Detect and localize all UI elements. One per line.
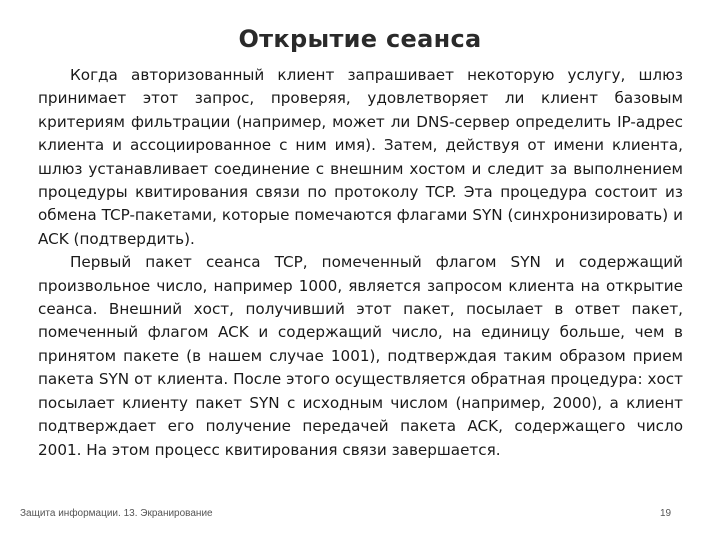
footer-caption: Защита информации. 13. Экранирование xyxy=(20,508,213,519)
page-number: 19 xyxy=(660,508,672,519)
paragraph-2: Первый пакет сеанса TCP, помеченный флагом SYN и содержащий произвольное число, например 1000, является запросом клиента на открытие сеанса. Внешний хост, получивший этот пакет, посылает в ответ пакет, помеченный флагом ACK и содержащий число, на единицу больше, чем в принятом пакете (в нашем случае 1001), подтверждая таким образом прием пакета SYN от клиента. После этого осуществляется обратная процедура: хост посылает клиенту пакет SYN с исходным числом (например, 2000), а клиент подтверждает его получение передачей пакета ACK, содержащего число 2001. На этом процесс квитирования связи завершается. xyxy=(38,253,683,459)
slide-body xyxy=(38,64,683,462)
paragraph-1: Когда авторизованный клиент запрашивает некоторую услугу, шлюз принимает этот запрос, проверяя, удовлетворяет ли клиент базовым критериям фильтрации (например, может ли DNS-сервер определить IP-адрес клиента и ассоциированное с ним имя). Затем, действуя от имени клиента, шлюз устанавливает соединение с внешним хостом и следит за выполнением процедуры квитирования связи по протоколу TCP. Эта процедура состоит из обмена TCP-пакетами, которые помечаются флагами SYN (синхронизировать) и ACK (подтвердить). xyxy=(38,66,683,248)
slide-title: Открытие сеанса xyxy=(238,25,482,53)
